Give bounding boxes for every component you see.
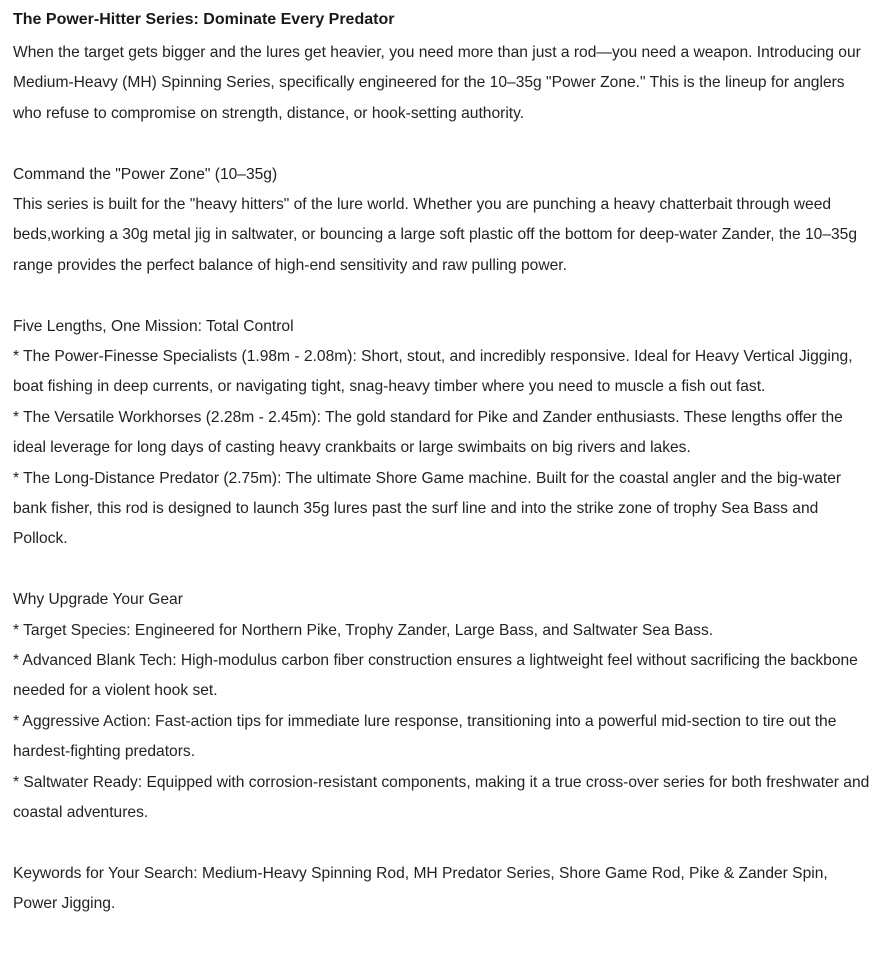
section-gap bbox=[13, 129, 873, 159]
keywords-paragraph: Keywords for Your Search: Medium-Heavy Spinning Rod, MH Predator Series, Shore Game Rod, Pike & Zander Spin, Power Jigging. bbox=[13, 864, 828, 913]
lengths-item-long-distance: * The Long-Distance Predator (2.75m): The ultimate Shore Game machine. Built for the coastal angler and the big-water bank fisher, this rod is designed to launch 35g lures past the surf line and into the strike zone of trophy Sea Bass and Pollock. bbox=[13, 469, 842, 548]
lengths-heading: Five Lengths, One Mission: Total Control bbox=[13, 317, 294, 335]
upgrade-item-saltwater: * Saltwater Ready: Equipped with corrosion-resistant components, making it a true cross-over series for both freshwater and coastal adventures. bbox=[13, 773, 870, 822]
upgrade-item-blank-tech: * Advanced Blank Tech: High-modulus carbon fiber construction ensures a lightweight feel without sacrificing the backbone needed for a violent hook set. bbox=[13, 652, 858, 700]
page-title: The Power-Hitter Series: Dominate Every Predator bbox=[13, 11, 395, 28]
lengths-item-power-finesse: * The Power-Finesse Specialists (1.98m - 2.08m): Short, stout, and incredibly responsive. Ideal for Heavy Vertical Jigging, boat fishing in deep currents, or navigating tight, snag-heavy timber where you need to muscle a fish out fast. bbox=[13, 348, 853, 396]
power-zone-body: This series is built for the "heavy hitters" of the lure world. Whether you are punching a heavy chatterbait through weed beds,working a 30g metal jig in saltwater, or bouncing a large soft plastic off the bottom for deep-water Zander, the 10–35g range provides the perfect balance of high-end sensitivity and raw pulling power. bbox=[13, 196, 858, 274]
lengths-item-workhorses: * The Versatile Workhorses (2.28m - 2.45m): The gold standard for Pike and Zander enthusiasts. These lengths offer the ideal leverage for long days of casting heavy crankbaits or large swimbaits on big rivers and lakes. bbox=[13, 408, 843, 457]
power-zone-heading: Command the "Power Zone" (10–35g) bbox=[13, 165, 278, 183]
upgrade-item-action: * Aggressive Action: Fast-action tips for immediate lure response, transitioning into a powerful mid-section to tire out the hardest-fighting predators. bbox=[13, 712, 837, 761]
intro-paragraph: When the target gets bigger and the lures get heavier, you need more than just a rod—you need a weapon. Introducing our Medium-Heavy (MH) Spinning Series, specifically engineered for the 10–35g "Power Zone." This is the lineup for anglers who refuse to compromise on strength, distance, or hook-setting authority. bbox=[13, 44, 861, 122]
section-gap bbox=[13, 281, 873, 311]
upgrade-heading: Why Upgrade Your Gear bbox=[13, 591, 183, 609]
section-gap bbox=[13, 555, 873, 585]
section-gap bbox=[13, 829, 873, 859]
upgrade-item-target-species: * Target Species: Engineered for Northern Pike, Trophy Zander, Large Bass, and Saltwater Sea Bass. bbox=[13, 621, 714, 639]
